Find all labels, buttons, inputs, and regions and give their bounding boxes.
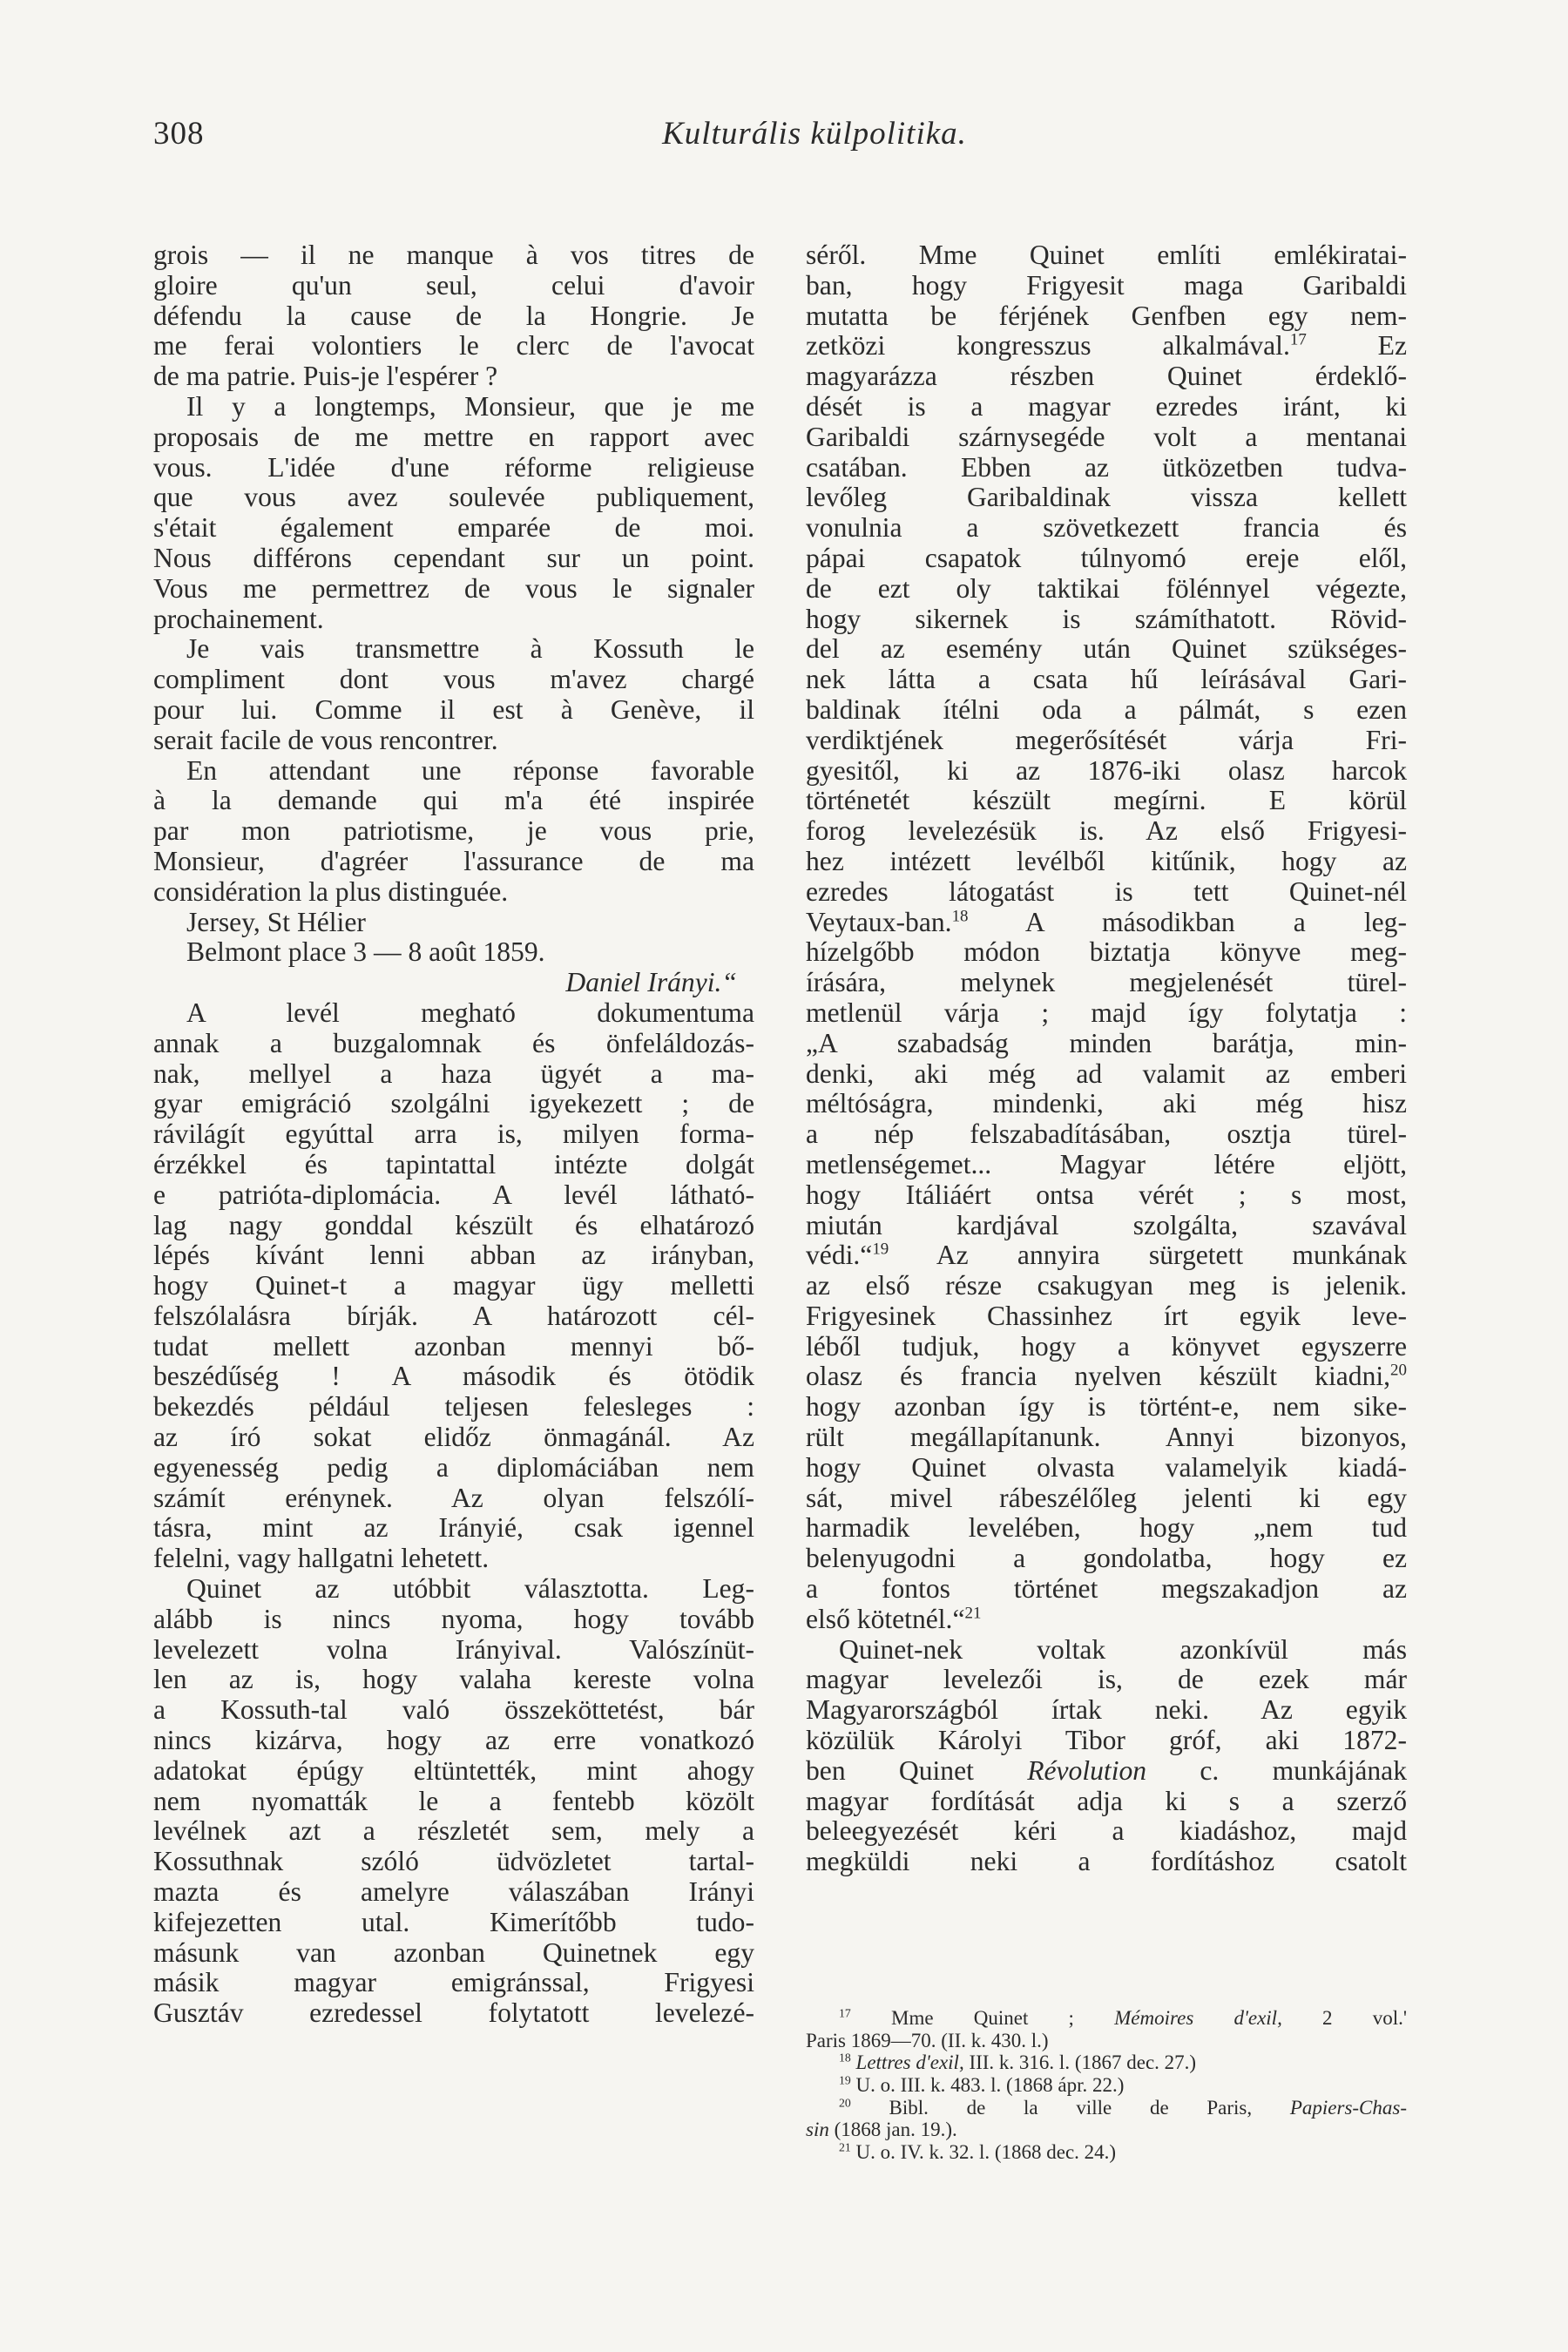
text-line: à la demande qui m'a été inspirée: [153, 785, 754, 816]
text-line: gyar emigráció szolgálni igyekezett ; de: [153, 1088, 754, 1119]
text-line: serait facile de vous rencontrer.: [153, 724, 498, 755]
text-line: írására, melynek megjelenését türel-: [806, 967, 1407, 998]
text-line: hogy Quinet olvasta valamelyik kiadá-: [806, 1451, 1407, 1483]
footnote-ref: 17: [1289, 331, 1307, 350]
text-line: Garibaldi szárnysegéde volt a mentanai: [806, 421, 1407, 452]
text-line: nak, mellyel a haza ügyét a ma-: [153, 1058, 754, 1089]
footnote-text: Mme Quinet ;: [891, 2007, 1074, 2029]
footnote-18: [806, 2051, 1407, 2074]
footnote-ref: 21: [964, 1604, 982, 1623]
text-line: [806, 1362, 1407, 1392]
text-line: hogy Itáliáért ontsa vérét ; s most,: [806, 1179, 1407, 1210]
text-line: denki, aki még ad valamit az emberi: [806, 1058, 1407, 1089]
text-line: kifejezetten utal. Kimerítőbb tudo-: [153, 1906, 754, 1937]
text-line: rült megállapítanunk. Annyi bizonyos,: [806, 1422, 1407, 1453]
text-line: prochainement.: [153, 603, 324, 634]
footnote-text: 2 vol.': [1322, 2007, 1408, 2029]
text-line: történetét készült megírni. E körül: [806, 785, 1407, 816]
text-line: beleegyezését kéri a kiadáshoz, majd: [806, 1815, 1407, 1847]
footnote-title: Lettres d'exil,: [855, 2051, 964, 2074]
text-line: [806, 331, 1407, 362]
text-line: compliment dont vous m'avez chargé: [153, 664, 754, 695]
text-line: me ferai volontiers le clerc de l'avocat: [153, 330, 754, 362]
text-run: c. munkájának: [1200, 1754, 1407, 1786]
text-line: pápai csapatok túlnyomó ereje elől,: [806, 542, 1407, 573]
text-run: Veytaux-ban.: [806, 906, 952, 937]
text-run: védi.“: [806, 1240, 873, 1271]
text-run: zetközi kongresszus alkalmával.: [806, 330, 1290, 362]
text-line: mazta és amelyre válaszában Irányi: [153, 1876, 754, 1908]
text-line: del az esemény után Quinet szükséges-: [806, 633, 1407, 665]
text-line: de ezt oly taktikai fölénnyel végezte,: [806, 572, 1407, 604]
footnote-20-cont: [806, 2119, 1407, 2141]
text-line: az első része csakugyan meg is jelenik.: [806, 1270, 1407, 1301]
text-line: levelezett volna Irányival. Valószínüt-: [153, 1633, 754, 1665]
footnote-text: Bibl. de la ville de Paris,: [889, 2096, 1253, 2119]
footnote-number: 17: [839, 2006, 851, 2020]
text-line: pour lui. Comme il est à Genève, il: [153, 693, 754, 725]
text-line: sát, mivel rábeszélőleg jelenti ki egy: [806, 1482, 1407, 1513]
text-line: másik magyar emigránssal, Frigyesi: [153, 1967, 754, 1998]
page-header: [0, 115, 1568, 167]
text-line: Gusztáv ezredessel folytatott levelezé-: [153, 1997, 754, 2029]
text-line: lag nagy gonddal készült és elhatározó: [153, 1209, 754, 1240]
signature: [153, 968, 754, 998]
text-line: [806, 1756, 1407, 1787]
left-column: [153, 240, 754, 2029]
footnote-20: [806, 2097, 1407, 2119]
text-line: défendu la cause de la Hongrie. Je: [153, 300, 754, 331]
text-line: lépés kívánt lenni abban az irányban,: [153, 1240, 754, 1271]
footnote-number: 20: [839, 2096, 851, 2110]
text-line: metlenül várja ; majd így folytatja :: [806, 997, 1407, 1028]
footnote-17: [806, 2007, 1407, 2030]
footnote-text: III. k. 316. l. (1867 dec. 27.): [969, 2051, 1197, 2074]
text-line: érzékkel és tapintattal intézte dolgát: [153, 1148, 754, 1179]
text-line: léből tudjuk, hogy a könyvet egyszerre: [806, 1330, 1407, 1362]
text-line: nek látta a csata hű leírásával Gari-: [806, 664, 1407, 695]
text-line: len az is, hogy valaha kereste volna: [153, 1664, 754, 1695]
text-line: gyesitől, ki az 1876-iki olasz harcok: [806, 754, 1407, 786]
footnote-17-cont: Paris 1869—70. (II. k. 430. l.): [806, 2029, 1049, 2051]
text-line: que vous avez soulevée publiquement,: [153, 482, 754, 513]
text-line: rávilágít egyúttal arra is, milyen forma-: [153, 1119, 754, 1150]
footnote-ref: 20: [1390, 1362, 1407, 1381]
text-line: másunk van azonban Quinetnek egy: [153, 1936, 754, 1968]
text-line: hízelgőbb módon biztatja könyve meg-: [806, 936, 1407, 968]
text-run: olasz és francia nyelven készült kiadni,: [806, 1361, 1391, 1392]
footnote-21: [806, 2141, 1407, 2164]
text-line: Kossuthnak szóló üdvözletet tartal-: [153, 1846, 754, 1877]
text-line: Vous me permettrez de vous le signaler: [153, 572, 754, 604]
text-line: Nous différons cependant sur un point.: [153, 542, 754, 573]
text-line: magyar fordítását adja ki s a szerző: [806, 1785, 1407, 1816]
text-line: levélnek azt a részletét sem, mely a: [153, 1815, 754, 1847]
text-line: de ma patrie. Puis-je l'espérer ?: [153, 361, 498, 392]
text-line: az író sokat elidőz önmagánál. Az: [153, 1422, 754, 1453]
text-line: Frigyesinek Chassinhez írt egyik leve-: [806, 1300, 1407, 1331]
text-line: magyarázza részben Quinet érdeklő-: [806, 361, 1407, 392]
text-line: metlenségemet... Magyar létére eljött,: [806, 1148, 1407, 1179]
text-line: méltóságra, mindenki, aki még hisz: [806, 1088, 1407, 1119]
text-line: Quinet az utóbbit választotta. Leg-: [186, 1573, 754, 1605]
footnote-text: (1868 jan. 19.).: [834, 2119, 957, 2141]
footnote-ref: 18: [951, 907, 969, 926]
text-line: megküldi neki a fordításhoz csatolt: [806, 1846, 1407, 1877]
text-line: miután kardjával szolgálta, szavával: [806, 1209, 1407, 1240]
footnote-number: 18: [839, 2051, 851, 2065]
footnote-ref: 19: [872, 1240, 889, 1259]
text-line: hogy azonban így is történt-e, nem sike-: [806, 1391, 1407, 1423]
footnote-text: U. o. IV. k. 32. l. (1868 dec. 24.): [855, 2141, 1117, 2164]
text-line: Quinet-nek voltak azonkívül más: [839, 1633, 1407, 1665]
text-line: vonulnia a szövetkezett francia és: [806, 512, 1407, 544]
footnotes: [806, 2007, 1407, 2164]
text-line: „A szabadság minden barátja, min-: [806, 1027, 1407, 1058]
text-line: beszédűség ! A második és ötödik: [153, 1361, 754, 1392]
text-line: egyenesség pedig a diplomáciában nem: [153, 1451, 754, 1483]
text-line: hez intézett levélből kitűnik, hogy az: [806, 845, 1407, 876]
running-title: Kulturális külpolitika.: [662, 116, 967, 152]
text-line: ezredes látogatást is tett Quinet-nél: [806, 875, 1407, 907]
text-line: alább is nincs nyoma, hogy tovább: [153, 1603, 754, 1634]
text-line: bekezdés például teljesen felesleges :: [153, 1391, 754, 1423]
text-line: belenyugodni a gondolatba, hogy ez: [806, 1543, 1407, 1574]
text-line: [806, 908, 1407, 938]
text-line: A levél megható dokumentuma: [186, 997, 754, 1028]
text-line: proposais de me mettre en rapport avec: [153, 421, 754, 452]
text-line: dését is a magyar ezredes iránt, ki: [806, 390, 1407, 422]
text-line: felszólalásra bírják. A határozott cél-: [153, 1300, 754, 1331]
text-run: Ez: [1377, 330, 1407, 362]
text-line: séről. Mme Quinet említi emlékiratai-: [806, 240, 1407, 270]
text-line: mutatta be férjének Genfben egy nem-: [806, 300, 1407, 331]
footnote-number: 19: [839, 2073, 851, 2087]
text-line: számít erénynek. Az olyan felszólí-: [153, 1482, 754, 1513]
text-line: Monsieur, d'agréer l'assurance de ma: [153, 845, 754, 876]
text-line: grois — il ne manque à vos titres de: [153, 240, 754, 270]
text-line: Je vais transmettre à Kossuth le: [186, 633, 754, 665]
footnote-title: sin: [806, 2119, 829, 2141]
text-line: csatában. Ebben az ütközetben tudva-: [806, 451, 1407, 483]
text-line: s'était également emparée de moi.: [153, 512, 754, 544]
footnote-number: 21: [839, 2140, 851, 2154]
text-line: harmadik levelében, hogy „nem tud: [806, 1512, 1407, 1544]
text-line: e patrióta-diplomácia. A levél látható-: [153, 1179, 754, 1210]
text-line: verdiktjének megerősítését várja Fri-: [806, 724, 1407, 755]
text-line: considération la plus distinguée.: [153, 875, 509, 907]
book-title: Révolution: [1027, 1754, 1147, 1786]
footnote-title: Papiers-Chas-: [1289, 2096, 1408, 2119]
text-run: A másodikban a leg-: [1024, 906, 1408, 937]
text-run: ben Quinet: [806, 1754, 974, 1786]
text-line: Magyarországból írtak neki. Az egyik: [806, 1694, 1407, 1726]
footnote-title: Mémoires d'exil,: [1114, 2007, 1282, 2029]
right-column: [806, 240, 1407, 1877]
text-line: Il y a longtemps, Monsieur, que je me: [186, 390, 754, 422]
signature-name: Daniel Irányi.“: [565, 967, 737, 998]
text-line: En attendant une réponse favorable: [186, 754, 754, 786]
text-line: nem nyomatták le a fentebb közölt: [153, 1785, 754, 1816]
text-line: baldinak ítélni oda a pálmát, s ezen: [806, 693, 1407, 725]
text-line: annak a buzgalomnak és önfeláldozás-: [153, 1027, 754, 1058]
footnote-text: U. o. III. k. 483. l. (1868 ápr. 22.): [855, 2074, 1125, 2097]
text-line: vous. L'idée d'une réforme religieuse: [153, 451, 754, 483]
text-line: hogy Quinet-t a magyar ügy melletti: [153, 1270, 754, 1301]
text-line: a nép felszabadításában, osztja türel-: [806, 1119, 1407, 1150]
text-line: tásra, mint az Irányié, csak igennel: [153, 1512, 754, 1544]
text-line: adatokat épúgy eltüntették, mint ahogy: [153, 1754, 754, 1786]
text-line: ban, hogy Frigyesit maga Garibaldi: [806, 269, 1407, 301]
text-line: forog levelezésük is. Az első Frigyesi-: [806, 815, 1407, 847]
text-line: [806, 1605, 1407, 1635]
text-line: nincs kizárva, hogy az erre vonatkozó: [153, 1725, 754, 1756]
text-run: első kötetnél.“: [806, 1603, 965, 1634]
text-line: a Kossuth-tal való összeköttetést, bár: [153, 1694, 754, 1726]
text-line: gloire qu'un seul, celui d'avoir: [153, 269, 754, 301]
text-line: levőleg Garibaldinak vissza kellett: [806, 482, 1407, 513]
text-line: [806, 1240, 1407, 1271]
text-line: par mon patriotisme, je vous prie,: [153, 815, 754, 847]
text-run: Az annyira sürgetett munkának: [936, 1240, 1408, 1271]
text-line: a fontos történet megszakadjon az: [806, 1573, 1407, 1605]
page-number: 308: [153, 116, 205, 152]
text-line: hogy sikernek is számíthatott. Rövid-: [806, 603, 1407, 634]
text-line: Belmont place 3 — 8 août 1859.: [186, 936, 545, 968]
text-line: felelni, vagy hallgatni lehetett.: [153, 1543, 490, 1574]
text-line: tudat mellett azonban mennyi bő-: [153, 1330, 754, 1362]
text-line: Jersey, St Hélier: [186, 906, 366, 937]
text-line: magyar levelezői is, de ezek már: [806, 1664, 1407, 1695]
footnote-19: [806, 2074, 1407, 2097]
text-line: közülük Károlyi Tibor gróf, aki 1872-: [806, 1725, 1407, 1756]
